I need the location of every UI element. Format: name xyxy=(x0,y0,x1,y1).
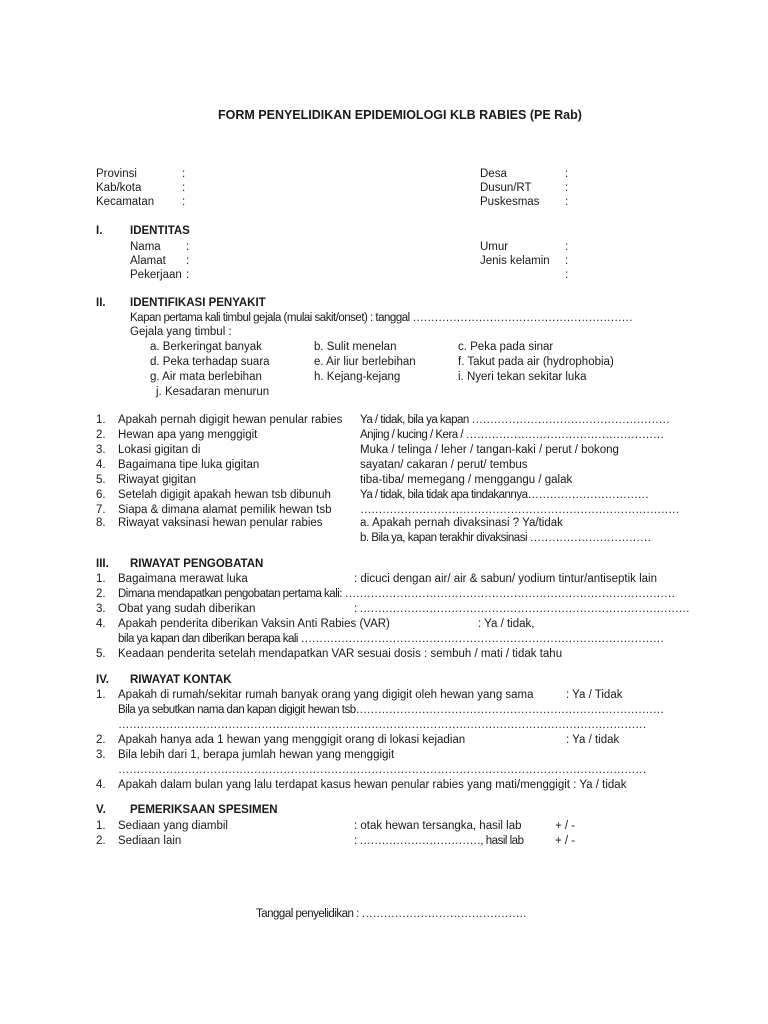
section-title: IDENTITAS xyxy=(130,225,190,237)
section-number: I. xyxy=(96,225,103,237)
kecamatan-colon: : xyxy=(182,196,186,208)
colon: : xyxy=(186,269,190,281)
colon: : xyxy=(565,269,569,281)
alamat-label: Alamat xyxy=(130,255,166,267)
gejala-item: g. Air mata berlebihan xyxy=(150,371,262,383)
gejala-item: c. Peka pada sinar xyxy=(458,341,554,353)
question-answer: b. Bila ya, kapan terakhir divaksinasi …………………………… xyxy=(360,532,651,544)
row-text: Obat yang sudah diberikan xyxy=(118,603,256,615)
question-number: 2. xyxy=(96,429,106,441)
row-text: Bila ya sebutkan nama dan kapan digigit hewan tsb………………………………………………………………………… xyxy=(118,704,664,716)
row-number: 2. xyxy=(96,588,106,600)
row-text: Bagaimana merawat luka xyxy=(118,573,248,585)
row-text: Apakah hanya ada 1 hewan yang menggigit orang di lokasi kejadian xyxy=(118,734,466,746)
row-text: bila ya kapan dan diberikan berapa kali ……………………………………………………………………………………… xyxy=(118,633,664,645)
onset-line: Kapan pertama kali timbul gejala (mulai sakit/onset) : tanggal …………………………………………………… xyxy=(130,312,633,324)
question-answer: Ya / tidak, bila ya kapan ……………………………………………… xyxy=(360,414,670,426)
question-answer: …………………………………………………………………………… xyxy=(360,504,679,516)
gejala-item: e. Air liur berlebihan xyxy=(314,356,416,368)
question-text: Bagaimana tipe luka gigitan xyxy=(118,459,260,471)
question-number: 1. xyxy=(96,414,106,426)
form-title: FORM PENYELIDIKAN EPIDEMIOLOGI KLB RABIES (PE Rab) xyxy=(218,108,582,122)
question-number: 3. xyxy=(96,444,106,456)
row-text: Keadaan penderita setelah mendapatkan VAR sesuai dosis : sembuh / mati / tidak tahu xyxy=(118,648,563,660)
row-text: Dimana mendapatkan pengobatan pertama kali: ……………………………………………………………………………… xyxy=(118,588,675,600)
kabkota-label: Kab/kota xyxy=(96,182,142,194)
question-answer: Muka / telinga / leher / tangan-kaki / perut / bokong xyxy=(360,444,619,456)
section-title: RIWAYAT PENGOBATAN xyxy=(130,558,264,570)
lab-result: + / - xyxy=(555,820,576,832)
question-answer: Anjing / kucing / Kera / ……………………………………………… xyxy=(360,429,664,441)
umur-label: Umur xyxy=(480,241,509,253)
row-text: Apakah penderita diberikan Vaksin Anti Rabies (VAR) xyxy=(118,618,390,630)
gejala-item: f. Takut pada air (hydrophobia) xyxy=(458,356,614,368)
desa-colon: : xyxy=(565,168,569,180)
question-number: 8. xyxy=(96,517,106,529)
section-number: II. xyxy=(96,297,106,309)
question-answer: tiba-tiba/ memegang / menggangu / galak xyxy=(360,474,573,486)
section-title: RIWAYAT KONTAK xyxy=(130,674,232,686)
tanggal-penyelidikan: Tanggal penyelidikan : ……………………………………… xyxy=(256,908,527,920)
provinsi-label: Provinsi xyxy=(96,168,137,180)
question-text: Setelah digigit apakah hewan tsb dibunuh xyxy=(118,489,331,501)
row-answer: : Ya / tidak xyxy=(566,734,620,746)
kecamatan-label: Kecamatan xyxy=(96,196,155,208)
question-text: Riwayat vaksinasi hewan penular rabies xyxy=(118,517,323,529)
dusun-label: Dusun/RT xyxy=(480,182,532,194)
pekerjaan-label: Pekerjaan xyxy=(130,269,182,281)
row-answer: : Ya / tidak, xyxy=(478,618,535,630)
row-number: 4. xyxy=(96,618,106,630)
row-text: Sediaan yang diambil xyxy=(118,820,228,832)
section-number: V. xyxy=(96,804,106,816)
question-answer: Ya / tidak, bila tidak apa tindakannya…………………………… xyxy=(360,489,649,501)
puskesmas-label: Puskesmas xyxy=(480,196,540,208)
row-text: Sediaan lain xyxy=(118,835,182,847)
dusun-colon: : xyxy=(565,182,569,194)
provinsi-colon: : xyxy=(182,168,186,180)
gejala-item: h. Kejang-kejang xyxy=(314,371,401,383)
row-number: 1. xyxy=(96,820,106,832)
section-title: IDENTIFIKASI PENYAKIT xyxy=(130,297,266,309)
row-number: 3. xyxy=(96,749,106,761)
gejala-label: Gejala yang timbul : xyxy=(130,326,232,338)
dotted-line: ……………………………………………………………………………………………………………………………… xyxy=(118,719,646,731)
section-number: IV. xyxy=(96,674,110,686)
colon: : xyxy=(565,255,569,267)
question-text: Hewan apa yang menggigit xyxy=(118,429,258,441)
gejala-item: a. Berkeringat banyak xyxy=(150,341,262,353)
question-text: Lokasi gigitan di xyxy=(118,444,201,456)
row-number: 1. xyxy=(96,689,106,701)
question-text: Siapa & dimana alamat pemilik hewan tsb xyxy=(118,504,332,516)
section-title: PEMERIKSAAN SPESIMEN xyxy=(130,804,278,816)
row-number: 1. xyxy=(96,573,106,585)
kabkota-colon: : xyxy=(182,182,186,194)
colon: : xyxy=(186,241,190,253)
row-number: 4. xyxy=(96,779,106,791)
row-number: 2. xyxy=(96,835,106,847)
question-number: 7. xyxy=(96,504,106,516)
question-number: 4. xyxy=(96,459,106,471)
question-text: Riwayat gigitan xyxy=(118,474,196,486)
desa-label: Desa xyxy=(480,168,507,180)
gejala-item: b. Sulit menelan xyxy=(314,341,397,353)
row-answer: : Ya / Tidak xyxy=(566,689,623,701)
colon: : xyxy=(186,255,190,267)
row-number: 5. xyxy=(96,648,106,660)
dotted-line: ……………………………………………………………………………………………………………………………… xyxy=(118,764,646,776)
colon: : xyxy=(565,241,569,253)
question-answer: a. Apakah pernah divaksinasi ? Ya/tidak xyxy=(360,517,563,529)
lab-result: + / - xyxy=(555,835,576,847)
gejala-item: d. Peka terhadap suara xyxy=(150,356,270,368)
gejala-item: i. Nyeri tekan sekitar luka xyxy=(458,371,587,383)
row-answer: : otak hewan tersangka, hasil lab xyxy=(354,820,522,832)
row-answer: : dicuci dengan air/ air & sabun/ yodium tintur/antiseptik lain xyxy=(354,573,657,585)
question-number: 5. xyxy=(96,474,106,486)
row-text: Apakah di rumah/sekitar rumah banyak orang yang digigit oleh hewan yang sama xyxy=(118,689,534,701)
row-text: Apakah dalam bulan yang lalu terdapat kasus hewan penular rabies yang mati/menggigit : Ya / tidak xyxy=(118,779,627,791)
puskesmas-colon: : xyxy=(565,196,569,208)
row-answer: : ……………………………, hasil lab xyxy=(354,835,524,847)
row-text: Bila lebih dari 1, berapa jumlah hewan yang menggigit xyxy=(118,749,395,761)
jenis-kelamin-label: Jenis kelamin xyxy=(480,255,550,267)
question-number: 6. xyxy=(96,489,106,501)
nama-label: Nama xyxy=(130,241,161,253)
section-number: III. xyxy=(96,558,109,570)
row-number: 3. xyxy=(96,603,106,615)
gejala-item: j. Kesadaran menurun xyxy=(156,386,270,398)
row-answer: : ……………………………………………………………………………… xyxy=(354,603,690,615)
question-text: Apakah pernah digigit hewan penular rabies xyxy=(118,414,343,426)
question-answer: sayatan/ cakaran / perut/ tembus xyxy=(360,459,528,471)
row-number: 2. xyxy=(96,734,106,746)
